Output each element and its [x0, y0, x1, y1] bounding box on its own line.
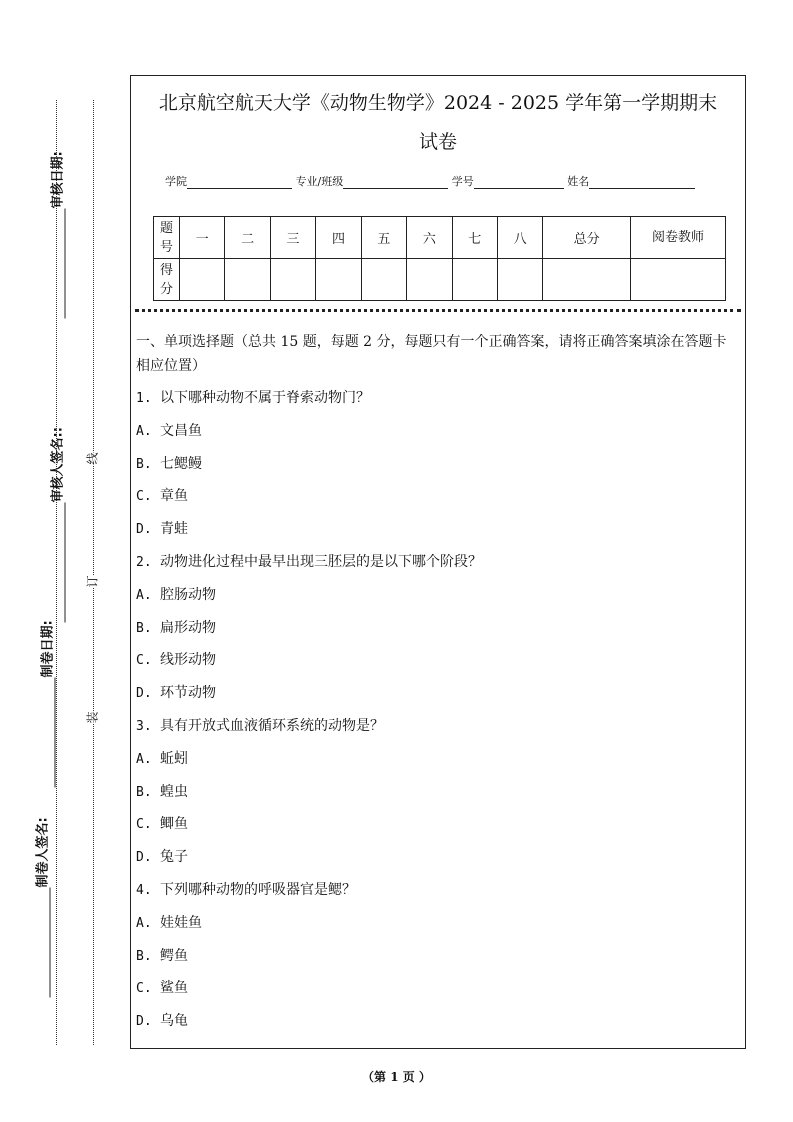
score-cell[interactable] [270, 259, 315, 301]
reviewer-sign-label: 审核人签名:: [50, 427, 66, 503]
option-text: 环节动物 [160, 685, 216, 702]
option-letter: C. [136, 981, 152, 997]
question-1 [136, 382, 736, 415]
option-letter: D. [136, 686, 152, 702]
question-list [136, 382, 736, 1038]
option-letter: B. [136, 456, 152, 472]
option-c[interactable] [136, 972, 736, 1005]
reviewer-cell[interactable] [631, 259, 726, 301]
cut-mark-ding: 订 [82, 575, 103, 587]
score-col-total: 总分 [543, 217, 631, 259]
option-text: 鲫鱼 [160, 816, 188, 833]
name-label: 姓名 [567, 175, 590, 188]
question-text: 具有开放式血液循环系统的动物是？ [160, 717, 384, 734]
option-a[interactable] [136, 907, 736, 940]
score-cell[interactable] [180, 259, 225, 301]
review-date-label: 审核日期: [50, 151, 66, 209]
option-letter: A. [136, 587, 152, 603]
option-letter: C. [136, 489, 152, 505]
option-letter: D. [136, 1014, 152, 1030]
binding-dotted-line-inner [93, 100, 94, 1045]
option-text: 腔肠动物 [160, 586, 216, 603]
option-letter: A. [136, 915, 152, 931]
question-3 [136, 710, 736, 743]
option-d[interactable] [136, 513, 736, 546]
section-separator [135, 309, 741, 312]
option-letter: D. [136, 522, 152, 538]
option-text: 七鳃鳗 [160, 455, 202, 472]
student-id-label: 学号 [451, 175, 474, 188]
option-b[interactable] [136, 448, 736, 481]
option-a[interactable] [136, 579, 736, 612]
option-a[interactable] [136, 415, 736, 448]
option-text: 乌龟 [160, 1013, 188, 1030]
binding-margin [0, 0, 125, 1122]
option-letter: B. [136, 620, 152, 636]
score-table [153, 216, 726, 301]
score-cell[interactable] [361, 259, 406, 301]
major-class-blank [343, 177, 448, 189]
score-cell-total[interactable] [543, 259, 631, 301]
make-date-field [37, 598, 56, 788]
score-col-6: 六 [407, 217, 452, 259]
option-c[interactable] [136, 480, 736, 513]
page-number: （第 1 页 ） [362, 1070, 431, 1084]
score-col-5: 五 [361, 217, 406, 259]
section-heading: 一、单项选择题（总共 15 题，每题 2 分，每题只有一个正确答案，请将正确答案填涂在答题卡相应位置） [136, 334, 727, 374]
score-cell[interactable] [497, 259, 542, 301]
question-4 [136, 874, 736, 907]
cut-mark-zhuang: 装 [82, 711, 103, 723]
option-text: 蝗虫 [160, 783, 188, 800]
score-row-header: 得分 [154, 259, 180, 301]
option-letter: A. [136, 423, 152, 439]
option-text: 章鱼 [160, 488, 188, 505]
exam-paper [130, 75, 746, 1049]
exam-title-continued: 试卷 [418, 131, 457, 153]
question-number: 1. [136, 391, 152, 406]
question-text: 以下哪种动物不属于脊索动物门？ [160, 390, 370, 406]
score-col-7: 七 [452, 217, 497, 259]
score-table-header-row [154, 217, 726, 259]
college-label: 学院 [165, 175, 187, 188]
option-d[interactable] [136, 677, 736, 710]
option-letter: B. [136, 784, 152, 800]
score-col-8: 八 [497, 217, 542, 259]
question-text: 动物进化过程中最早出现三胚层的是以下哪个阶段？ [160, 553, 482, 570]
question-text: 下列哪种动物的呼吸器官是鳃？ [160, 881, 356, 898]
score-cell[interactable] [407, 259, 452, 301]
score-cell[interactable] [225, 259, 270, 301]
college-blank [187, 177, 292, 189]
option-letter: B. [136, 948, 152, 964]
score-table-score-row [154, 259, 726, 301]
score-col-3: 三 [270, 217, 315, 259]
option-letter: D. [136, 850, 152, 866]
question-number-header: 题号 [154, 217, 180, 259]
option-b[interactable] [136, 776, 736, 809]
option-text: 鳄鱼 [160, 947, 188, 964]
option-text: 文昌鱼 [160, 422, 202, 439]
option-text: 兔子 [160, 849, 188, 866]
option-a[interactable] [136, 743, 736, 776]
option-text: 扁形动物 [160, 619, 216, 636]
make-date-label: 制卷日期: [40, 620, 56, 678]
option-text: 青蛙 [160, 521, 188, 538]
reviewer-header: 阅卷教师 [631, 217, 726, 259]
score-col-2: 二 [225, 217, 270, 259]
question-2 [136, 546, 736, 579]
name-blank [589, 177, 695, 189]
option-text: 线形动物 [160, 652, 216, 669]
option-letter: C. [136, 817, 152, 833]
question-number: 4. [136, 882, 152, 898]
option-text: 蚯蚓 [160, 750, 188, 767]
question-number: 2. [136, 554, 152, 570]
exam-title: 北京航空航天大学《动物生物学》2024 - 2025 学年第一学期期末 [158, 92, 718, 114]
option-letter: C. [136, 653, 152, 669]
student-id-blank [474, 177, 564, 189]
student-info-row [165, 173, 695, 189]
option-d[interactable] [136, 1005, 736, 1038]
score-cell[interactable] [316, 259, 361, 301]
option-text: 娃娃鱼 [160, 914, 202, 931]
cut-mark-xian: 线 [82, 452, 103, 464]
option-b[interactable] [136, 612, 736, 645]
question-number: 3. [136, 718, 152, 734]
review-date-field [47, 129, 66, 319]
score-cell[interactable] [452, 259, 497, 301]
option-b[interactable] [136, 940, 736, 973]
maker-sign-label: 制卷人签名: [35, 817, 51, 888]
option-text: 鲨鱼 [160, 980, 188, 997]
score-col-4: 四 [316, 217, 361, 259]
reviewer-sign-field [47, 403, 66, 623]
score-col-1: 一 [180, 217, 225, 259]
option-c[interactable] [136, 644, 736, 677]
option-d[interactable] [136, 841, 736, 874]
option-letter: A. [136, 751, 152, 767]
maker-sign-field [32, 798, 51, 998]
major-class-label: 专业/班级 [295, 175, 344, 188]
option-c[interactable] [136, 808, 736, 841]
